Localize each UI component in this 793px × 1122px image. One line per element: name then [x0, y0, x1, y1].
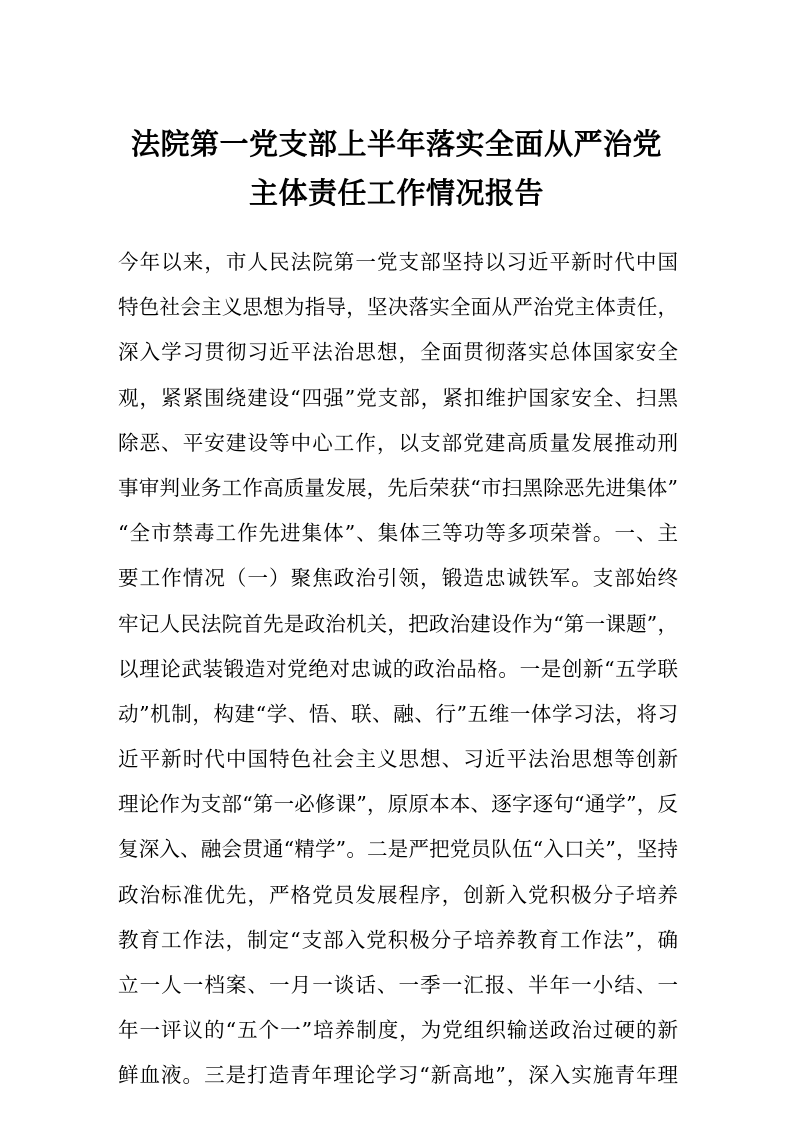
document-body: [118, 240, 678, 1099]
body-line: 动”机制，构建“学、悟、联、融、行”五维一体学习法，将习: [118, 701, 678, 726]
body-line: 除恶、平安建设等中心工作，以支部党建高质量发展推动刑: [118, 430, 678, 455]
body-line: 深入学习贯彻习近平法治思想，全面贯彻落实总体国家安全: [118, 340, 678, 365]
document-title-line-1: 法院第一党支部上半年落实全面从严治党: [130, 127, 662, 161]
body-line: 近平新时代中国特色社会主义思想、习近平法治思想等创新: [118, 747, 678, 772]
body-line: 牢记人民法院首先是政治机关，把政治建设作为“第一课题”，: [118, 611, 678, 636]
body-line: 特色社会主义思想为指导，坚决落实全面从严治党主体责任，: [118, 295, 678, 320]
body-line: 立一人一档案、一月一谈话、一季一汇报、半年一小结、一: [118, 973, 678, 997]
body-line: 理论作为支部“第一必修课”，原原本本、逐字逐句“通学”，反: [118, 792, 678, 817]
body-line: 今年以来，市人民法院第一党支部坚持以习近平新时代中国: [118, 250, 678, 274]
body-line: 观，紧紧围绕建设“四强”党支部，紧扣维护国家安全、扫黑: [118, 385, 678, 410]
body-line: 以理论武装锻造对党绝对忠诚的政治品格。一是创新“五学联: [118, 656, 678, 681]
body-line: 年一评议的“五个一”培养制度，为党组织输送政治过硬的新: [118, 1018, 678, 1043]
body-line: 事审判业务工作高质量发展，先后荣获“市扫黑除恶先进集体”: [118, 475, 678, 500]
body-line: 鲜血液。三是打造青年理论学习“新高地”，深入实施青年理: [118, 1063, 678, 1088]
body-line: 要工作情况（一）聚焦政治引领，锻造忠诚铁军。支部始终: [118, 566, 678, 591]
document-title-line-2: 主体责任工作情况报告: [248, 176, 544, 210]
body-line: 复深入、融会贯通“精学”。二是严把党员队伍“入口关”，坚持: [118, 837, 678, 862]
body-line: 教育工作法，制定“支部入党积极分子培养教育工作法”，确: [118, 927, 678, 952]
body-line: 政治标准优先，严格党员发展程序，创新入党积极分子培养: [118, 882, 678, 907]
body-line: “全市禁毒工作先进集体”、集体三等功等多项荣誉。一、主: [118, 521, 678, 546]
